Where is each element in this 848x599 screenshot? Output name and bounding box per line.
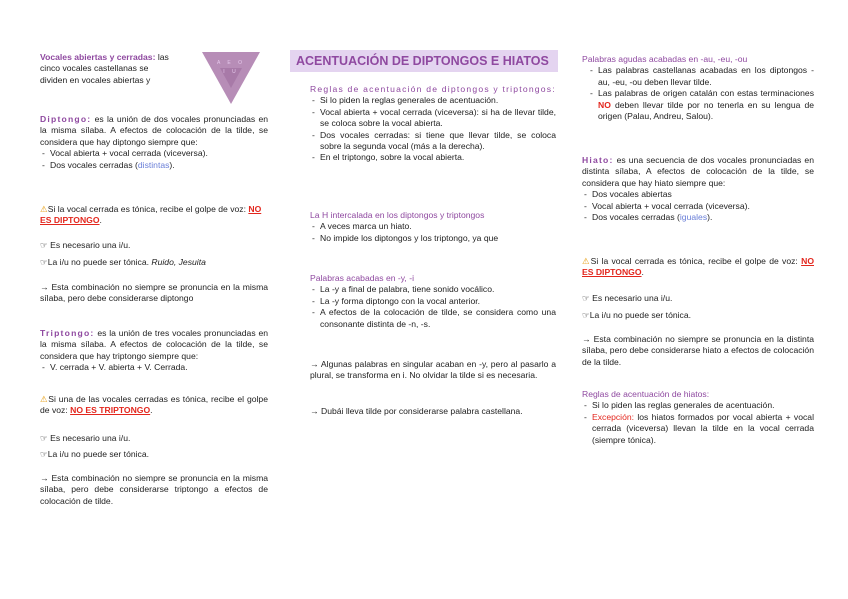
distintas-link: distintas	[137, 159, 170, 170]
list-item: - V. cerrada + V. abierta + V. Cerrada.	[40, 362, 268, 373]
warning-block-2: ⚠Si una de las vocales cerradas es tónica, recibe el golpe de voz: NO ES TRIPTONGO.	[40, 394, 268, 416]
pointing-hand-icon: ☞	[582, 310, 590, 320]
list-item: - La -y a final de palabra, tiene sonido vocálico.	[310, 284, 556, 295]
list-item: - Si lo piden las reglas generales de acentuación.	[582, 400, 814, 411]
hint-1: ☞ Es necesario una i/u.	[40, 240, 131, 250]
hint-6: ☞La i/u no puede ser tónica.	[582, 310, 692, 320]
right-arrow-icon: →	[40, 473, 49, 483]
hint-2: ☞La i/u no puede ser tónica. Ruido, Jesuita	[40, 257, 206, 267]
list-item: - Excepción: los hiatos formados por vocal abierta + vocal cerrada (viceversa) llevan la tilde en la vocal cerrada (siempre tónica).	[582, 412, 814, 446]
warning-emphasis: NO ES TRIPTONGO	[70, 405, 151, 416]
hiato-block	[582, 155, 814, 223]
diptongo-text: es la unión de dos vocales pronunciadas en la misma sílaba. A efectos de colocación de la tilde, se considera que hay diptongo siempre que:	[40, 114, 268, 147]
triptongo-block	[40, 328, 268, 374]
hiato-title: Hiato:	[582, 155, 614, 165]
triptongo-title: Triptongo:	[40, 328, 95, 338]
vocales-text: las	[157, 52, 169, 62]
diptongo-title: Diptongo:	[40, 114, 92, 124]
list-item: - Vocal abierta + vocal cerrada (viceversa): si ha de llevar tilde, se coloca sobre la vocal abierta.	[310, 107, 556, 130]
iguales-link: iguales	[679, 212, 708, 223]
list-item: - La -y forma diptongo con la vocal anterior.	[310, 296, 556, 307]
palabras-y-block	[310, 273, 556, 330]
y-title: Palabras acabadas en -y, -i	[310, 273, 414, 283]
reglas-diptongos-block	[310, 84, 556, 164]
list-item: - Dos vocales cerradas (distintas).	[40, 160, 268, 171]
list-item: - En el triptongo, sobre la vocal abierta.	[310, 152, 556, 163]
diptongo-block	[40, 114, 268, 171]
h-title: La H intercalada en los diptongos y triptongos	[310, 210, 485, 220]
warning-emphasis: NO ES DIPTONGO	[582, 256, 814, 278]
list-item: - Vocal abierta + vocal cerrada (viceversa).	[40, 148, 268, 159]
list-item: - A efectos de la colocación de tilde, se considera como una consonante distinta de -n, -s.	[310, 307, 556, 330]
arrow-note-3: → Algunas palabras en singular acaban en -y, pero al pasarlo a plural, se transforma en i. No olvidar la tilde si es necesaria.	[310, 359, 556, 381]
warning-block-1: ⚠Si la vocal cerrada es tónica, recibe el golpe de voz: NO ES DIPTONGO.	[40, 204, 262, 226]
list-item: - Vocal abierta + vocal cerrada (viceversa).	[582, 201, 814, 212]
pointing-hand-icon: ☞	[40, 449, 48, 459]
triptongo-text: es la unión de tres vocales pronunciadas en la misma sílaba. A efectos de colocación de la tilde, se considera que hay triptongo siempre que:	[40, 328, 269, 361]
arrow-note-4: → Dubái lleva tilde por considerarse palabra castellana.	[310, 406, 523, 416]
triangle-closed-vowels: I U	[223, 69, 239, 75]
list-item: - Dos vocales cerradas: si tiene que llevar tilde, se coloca sobre la segunda vocal (más a la derecha).	[310, 130, 556, 153]
warning-icon: ⚠	[582, 256, 591, 266]
page-title: ACENTUACIÓN DE DIPTONGOS E HIATOS	[290, 50, 558, 72]
reglas-title: Reglas de acentuación de diptongos y triptongos:	[310, 84, 556, 94]
reglas-hiatos-title: Reglas de acentuación de hiatos:	[582, 389, 710, 399]
right-arrow-icon: →	[310, 406, 319, 416]
arrow-note-1: → Esta combinación no siempre se pronuncia en la misma sílaba, pero debe considerarse diptongo	[40, 282, 269, 304]
no-emphasis: NO	[598, 99, 611, 110]
warning-emphasis: NO ES DIPTONGO	[40, 204, 262, 226]
vocales-title: Vocales abiertas y cerradas:	[40, 52, 156, 62]
arrow-note-5: → Esta combinación no siempre se pronuncia en la distinta sílaba, pero debe considerarse hiato a efectos de colocación de la tilde.	[582, 334, 814, 367]
warning-block-3: ⚠Si la vocal cerrada es tónica, recibe el golpe de voz: NO ES DIPTONGO.	[582, 256, 814, 278]
vocales-text-3: dividen en vocales abiertas y	[40, 74, 151, 85]
exception-label: Excepción:	[592, 411, 635, 422]
pointing-hand-icon: ☞	[582, 293, 590, 303]
warning-icon: ⚠	[40, 394, 49, 404]
list-item: - Las palabras de origen catalán con estas terminaciones NO deben llevar tilde por no tenerla en su lengua de origen (Palau, Andreu, Salou).	[588, 88, 814, 122]
right-arrow-icon: →	[310, 359, 319, 369]
pointing-hand-icon: ☞	[40, 257, 48, 267]
vocales-text-2: cinco vocales castellanas se	[40, 63, 149, 74]
agudas-title: Palabras agudas acabadas en -au, -eu, -ou	[582, 54, 748, 64]
list-item: - Las palabras castellanas acabadas en los diptongos -au, -eu, -ou deben llevar tilde.	[588, 65, 814, 88]
list-item: - A veces marca un hiato.	[310, 221, 556, 232]
hint-3: ☞ Es necesario una i/u.	[40, 433, 131, 443]
vowel-triangle	[202, 52, 260, 104]
vocales-block	[40, 52, 208, 86]
reglas-hiatos-block	[582, 389, 814, 446]
arrow-note-2: → Esta combinación no siempre se pronuncia en la misma sílaba, pero debe considerarse triptongo a efectos de colocación de tilde.	[40, 473, 269, 506]
list-item: - Dos vocales abiertas	[582, 189, 814, 200]
pointing-hand-icon: ☞	[40, 433, 48, 443]
hiato-text: es una secuencia de dos vocales pronunciadas en distinta sílaba, A efectos de colocación de la tilde, se considera que hay hiato siempre que:	[582, 155, 814, 188]
hint-4: ☞La i/u no puede ser tónica.	[40, 449, 150, 459]
hint-5: ☞ Es necesario una i/u.	[582, 293, 673, 303]
examples: Ruido, Jesuita	[151, 257, 206, 267]
right-arrow-icon: →	[40, 282, 49, 292]
pointing-hand-icon: ☞	[40, 240, 48, 250]
triangle-open-vowels: A E O	[216, 60, 246, 66]
h-intercalada-block	[310, 210, 556, 244]
list-item: - No impide los diptongos y los triptongo, ya que	[310, 233, 556, 244]
right-arrow-icon: →	[582, 334, 591, 344]
warning-icon: ⚠	[40, 204, 48, 214]
agudas-block	[582, 54, 814, 122]
warning-text: Si la vocal cerrada es tónica, recibe el golpe de voz:	[47, 204, 246, 214]
list-item: - Si lo piden la reglas generales de acentuación.	[310, 95, 556, 106]
list-item: - Dos vocales cerradas (iguales).	[582, 212, 814, 223]
